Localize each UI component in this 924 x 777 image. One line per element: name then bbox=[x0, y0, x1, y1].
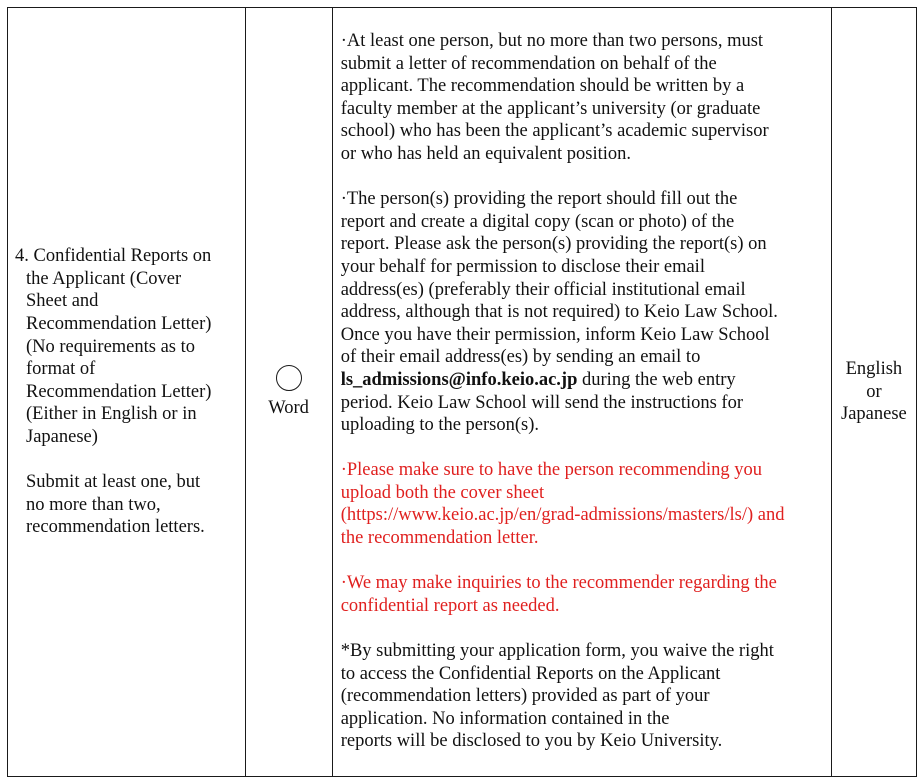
item-title-line: Recommendation Letter) bbox=[26, 381, 212, 402]
text-fragment: during the web entry bbox=[577, 369, 736, 390]
text-line: confidential report as needed. bbox=[340, 595, 560, 616]
paragraph-waiver bbox=[341, 640, 823, 753]
paragraph-submission-process bbox=[341, 188, 823, 437]
item-title bbox=[15, 245, 241, 539]
item-cell bbox=[8, 8, 246, 777]
text-line: reports will be disclosed to you by Keio University. bbox=[340, 731, 723, 752]
text-line bbox=[341, 369, 823, 392]
language-value bbox=[832, 358, 916, 426]
table-row bbox=[8, 8, 917, 777]
item-title-line: format of bbox=[26, 359, 96, 380]
text-line: the recommendation letter. bbox=[340, 528, 539, 549]
item-title-line: (Either in English or in bbox=[26, 404, 197, 425]
text-line: report and create a digital copy (scan or photo) of the bbox=[340, 211, 735, 232]
item-title-line: (No requirements as to bbox=[26, 336, 196, 357]
text-line: school) who has been the applicant’s academic supervisor bbox=[340, 121, 769, 142]
format-label: Word bbox=[268, 397, 309, 418]
required-circle-icon bbox=[276, 365, 302, 391]
text-line: faculty member at the applicant’s university (or graduate bbox=[340, 98, 761, 119]
item-note-line: Submit at least one, but bbox=[26, 472, 201, 493]
format-cell bbox=[245, 8, 332, 777]
text-line: applicant. The recommendation should be written by a bbox=[340, 76, 745, 97]
text-line: uploading to the person(s). bbox=[340, 415, 540, 436]
item-note-line: recommendation letters. bbox=[26, 517, 205, 538]
item-title-line: the Applicant (Cover bbox=[26, 268, 182, 289]
text-line: (https://www.keio.ac.jp/en/grad-admissions/masters/ls/) and bbox=[340, 505, 785, 526]
text-line: period. Keio Law School will send the instructions for bbox=[340, 392, 744, 413]
text-line: ·The person(s) providing the report should fill out the bbox=[340, 189, 738, 210]
text-line: (recommendation letters) provided as part of your bbox=[340, 686, 710, 707]
item-note-line: no more than two, bbox=[26, 494, 161, 515]
text-line: application. No information contained in the bbox=[340, 708, 670, 729]
text-line: report. Please ask the person(s) providing the report(s) on bbox=[340, 234, 767, 255]
admissions-email: ls_admissions@info.keio.ac.jp bbox=[340, 369, 578, 390]
item-title-line: Sheet and bbox=[26, 291, 99, 312]
text-line: submit a letter of recommendation on behalf of the bbox=[340, 53, 717, 74]
text-line: ·Please make sure to have the person recommending you bbox=[340, 460, 762, 481]
text-line: or who has held an equivalent position. bbox=[340, 143, 631, 164]
language-cell bbox=[831, 8, 916, 777]
text-line: Once you have their permission, inform Keio Law School bbox=[340, 324, 770, 345]
paragraph-recommenders bbox=[341, 30, 823, 166]
text-line: ·At least one person, but no more than two persons, must bbox=[340, 31, 764, 51]
language-line: English bbox=[845, 359, 903, 380]
language-line: or bbox=[866, 381, 882, 402]
details-cell bbox=[332, 8, 831, 777]
text-line: to access the Confidential Reports on the Applicant bbox=[340, 663, 721, 684]
text-line: address(es) (preferably their official institutional email bbox=[340, 279, 746, 300]
text-line: address, although that is not required) to Keio Law School. bbox=[340, 302, 778, 323]
paragraph-cover-sheet-note bbox=[341, 459, 823, 549]
text-line: *By submitting your application form, you waive the right bbox=[340, 641, 774, 662]
text-line: of their email address(es) by sending an email to bbox=[340, 347, 701, 368]
requirements-table bbox=[7, 7, 917, 777]
item-title-line: Recommendation Letter) bbox=[26, 313, 212, 334]
text-line: upload both the cover sheet bbox=[340, 482, 545, 503]
text-line: your behalf for permission to disclose their email bbox=[340, 256, 705, 277]
language-line: Japanese bbox=[841, 404, 907, 425]
text-line: ·We may make inquiries to the recommender regarding the bbox=[340, 573, 777, 594]
item-title-line: Japanese) bbox=[26, 426, 98, 447]
paragraph-inquiries-note bbox=[341, 572, 823, 617]
item-title-line: 4. Confidential Reports on bbox=[15, 246, 212, 267]
